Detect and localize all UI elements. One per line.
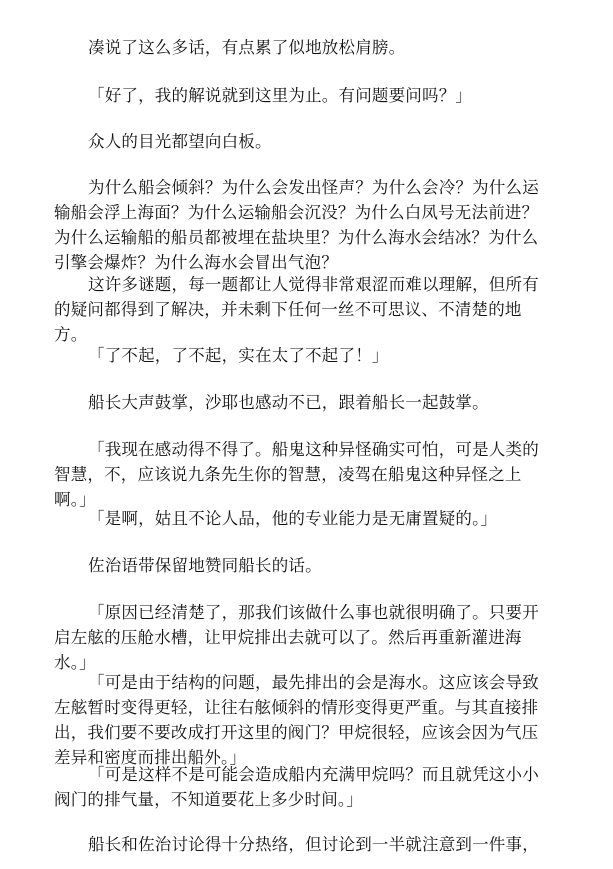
paragraph-6: 「了不起，了不起，实在太了不起了！」 (88, 346, 389, 365)
paragraph-8: 「我现在感动得不得了。船鬼这种异怪确实可怕，可是人类的智慧，不，应该说九条先生你的智慧，凌驾在船鬼这种异怪之上啊。」 (54, 440, 539, 509)
paragraph-5: 这许多谜题，每一题都让人觉得非常艰涩而难以理解，但所有的疑问都得到了解决，并未剩下任何一丝不可思议、不清楚的地方。 (54, 275, 539, 344)
paragraph-10: 佐治语带保留地赞同船长的话。 (88, 556, 322, 575)
paragraph-12: 「可是由于结构的问题，最先排出的会是海水。这应该会导致左舷暂时变得更轻，让往右舷倾斜的情形变得更严重。与其直接排出，我们要不要改成打开这里的阀门？甲烷很轻，应该会因为气压差异和密度而排出船外。」 (54, 673, 539, 767)
paragraph-14: 船长和佐治讨论得十分热络，但讨论到一半就注意到一件事， (88, 835, 539, 854)
paragraph-13: 「可是这样不是可能会造成船内充满甲烷吗？而且就凭这小小阀门的排气量，不知道要花上多少时间。」 (54, 765, 539, 809)
paragraph-7: 船长大声鼓掌，沙耶也感动不已，跟着船长一起鼓掌。 (88, 393, 489, 412)
paragraph-1: 凑说了这么多话，有点累了似地放松肩膀。 (88, 38, 406, 57)
paragraph-3: 众人的目光都望向白板。 (88, 132, 272, 151)
paragraph-11: 「原因已经清楚了，那我们该做什么事也就很明确了。只要开启左舷的压舱水槽，让甲烷排出去就可以了。然后再重新灌进海水。」 (54, 603, 539, 672)
paragraph-2: 「好了，我的解说就到这里为止。有问题要问吗？」 (88, 86, 473, 105)
paragraph-4: 为什么船会倾斜？为什么会发出怪声？为什么会冷？为什么运输船会浮上海面？为什么运输船会沉没？为什么白凤号无法前进？为什么运输船的船员都被埋在盐块里？为什么海水会结冰？为什么引擎会爆炸？为什么海水会冒出气泡？ (54, 178, 539, 272)
paragraph-9: 「是啊，姑且不论人品，他的专业能力是无庸置疑的。」 (88, 509, 498, 528)
